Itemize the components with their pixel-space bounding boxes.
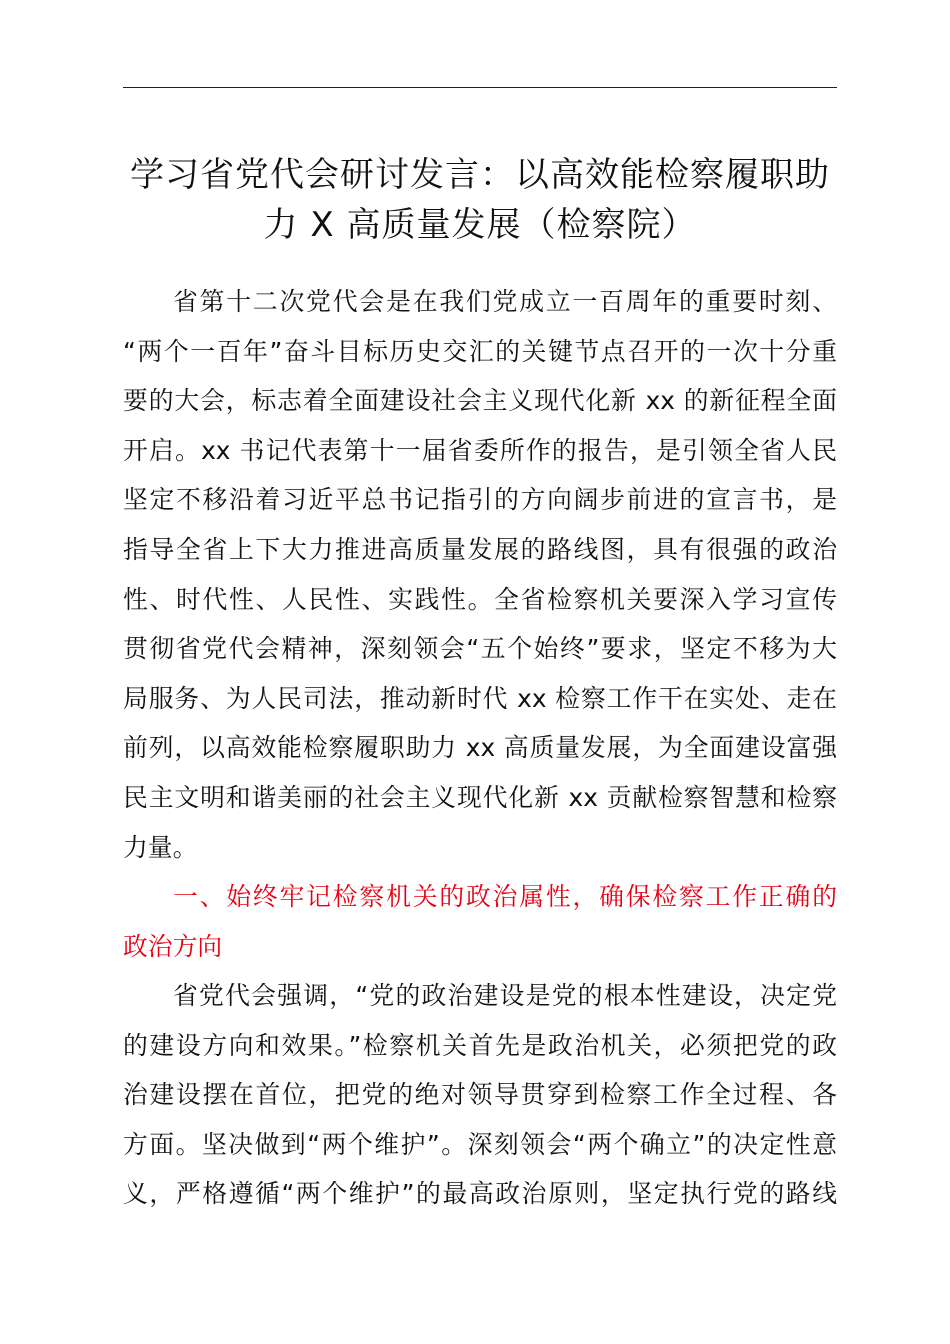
heading-line: 一、始终牢记检察机关的政治属性，确保检察工作正确的: [173, 882, 837, 911]
paragraph-line: 性、时代性、人民性、实践性。全省检察机关要深入学习宣传: [123, 584, 837, 614]
paragraph-line: 省第十二次党代会是在我们党成立一百周年的重要时刻、: [173, 287, 837, 316]
paragraph-line: “两个一百年”奋斗目标历史交汇的关键节点召开的一次十分重: [123, 336, 837, 366]
paragraph-line: 贯彻省党代会精神，深刻领会“五个始终”要求，坚定不移为大: [123, 634, 837, 664]
header-rule: [123, 87, 837, 88]
heading-line: 政治方向: [123, 931, 223, 961]
paragraph-line: 方面。坚决做到“两个维护”。深刻领会“两个确立”的决定性意: [123, 1129, 837, 1159]
paragraph-section-1: [123, 971, 837, 1219]
paragraph-line: 力量。: [123, 832, 198, 862]
paragraph-line: 指导全省上下大力推进高质量发展的路线图，具有很强的政治: [123, 534, 837, 564]
paragraph-line: 要的大会，标志着全面建设社会主义现代化新 xx 的新征程全面: [123, 386, 837, 416]
paragraph-line: 义，严格遵循“两个维护”的最高政治原则，坚定执行党的路线: [123, 1179, 837, 1209]
paragraph-line: 局服务、为人民司法，推动新时代 xx 检察工作干在实处、走在: [123, 683, 837, 713]
paragraph-intro: [123, 277, 837, 872]
paragraph-line: 开启。xx 书记代表第十一届省委所作的报告，是引领全省人民: [123, 435, 837, 465]
title-line-2: 力 X 高质量发展（检察院）: [263, 205, 697, 245]
paragraph-line: 省党代会强调，“党的政治建设是党的根本性建设，决定党: [173, 981, 837, 1010]
paragraph-line: 治建设摆在首位，把党的绝对领导贯穿到检察工作全过程、各: [123, 1080, 837, 1110]
section-heading-1: [123, 872, 837, 971]
paragraph-line: 坚定不移沿着习近平总书记指引的方向阔步前进的宣言书，是: [123, 485, 837, 515]
document-title: [123, 150, 837, 250]
paragraph-line: 的建设方向和效果。”检察机关首先是政治机关，必须把党的政: [123, 1030, 837, 1060]
title-line-1: 学习省党代会研讨发言：以高效能检察履职助: [130, 155, 830, 195]
paragraph-line: 前列，以高效能检察履职助力 xx 高质量发展，为全面建设富强: [123, 733, 837, 763]
paragraph-line: 民主文明和谐美丽的社会主义现代化新 xx 贡献检察智慧和检察: [123, 782, 837, 812]
